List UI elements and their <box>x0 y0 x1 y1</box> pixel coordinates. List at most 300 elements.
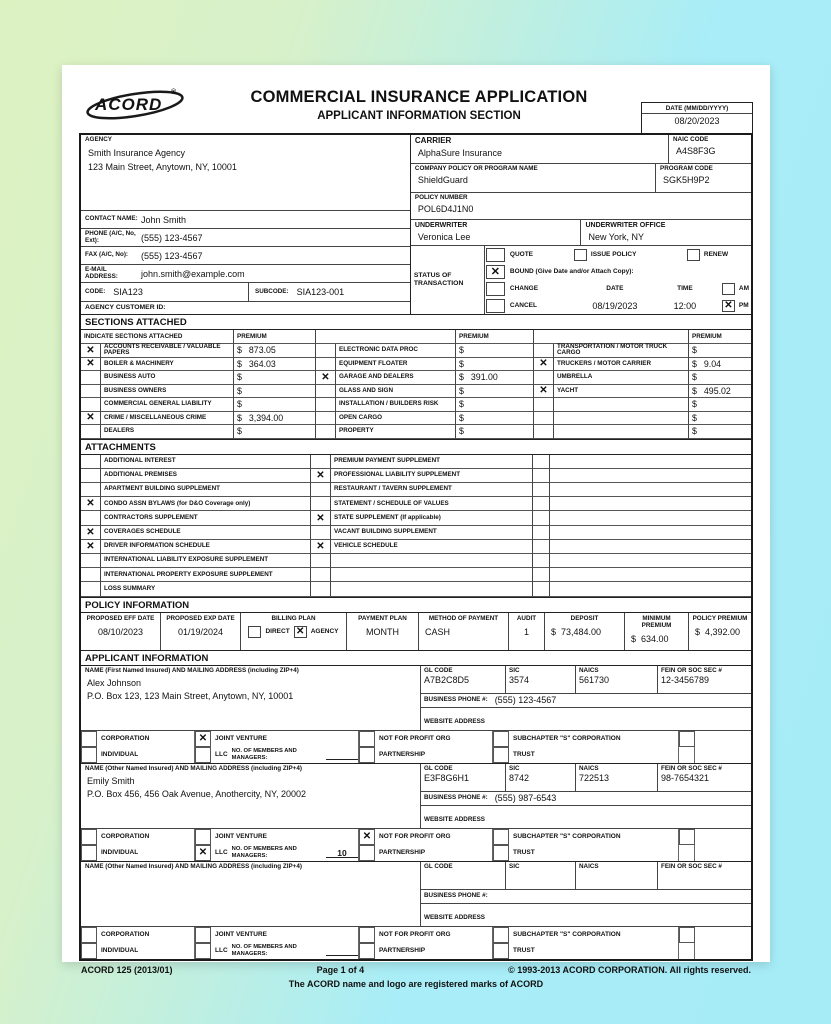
not-for-profit-checkbox[interactable] <box>359 731 375 747</box>
agency-column <box>81 135 411 314</box>
attachment-blank <box>550 469 751 483</box>
code-value[interactable]: SIA123 <box>113 287 143 297</box>
section-checkbox[interactable] <box>81 425 101 439</box>
section-checkbox[interactable] <box>316 398 336 412</box>
llc-checkbox[interactable] <box>195 747 211 763</box>
section-premium[interactable] <box>234 371 316 385</box>
section-premium[interactable] <box>689 412 751 426</box>
business-phone-value[interactable]: (555) 123-4567 <box>494 695 557 706</box>
partnership-checkbox[interactable] <box>359 845 375 861</box>
website-row <box>421 708 751 730</box>
entity-blank <box>695 943 751 959</box>
website-label: WEBSITE ADDRESS <box>424 717 485 725</box>
bound-label: BOUND (Give Date and/or Attach Copy): <box>509 268 634 275</box>
minimum-premium-label: MINIMUM PREMIUM <box>641 614 672 629</box>
attachment-checkbox[interactable] <box>81 568 101 582</box>
bound-time-value[interactable]: 12:00 <box>673 300 697 311</box>
exp-date-label: PROPOSED EXP DATE <box>166 614 235 622</box>
section-label: CRIME / MISCELLANEOUS CRIME <box>101 412 234 426</box>
trust-label: TRUST <box>509 747 679 763</box>
indicate-sections-header: INDICATE SECTIONS ATTACHED <box>81 330 234 344</box>
audit-cell <box>509 613 545 650</box>
premium-value[interactable]: 873.05 <box>248 345 276 356</box>
partnership-label: PARTNERSHIP <box>375 747 493 763</box>
fax-row <box>81 247 410 265</box>
issue-policy-checkbox[interactable] <box>574 249 587 261</box>
section-label <box>554 412 689 426</box>
attachment-checkbox[interactable]: ✕ <box>311 511 331 525</box>
section-premium[interactable] <box>234 358 316 372</box>
sic-label: SIC <box>509 666 520 674</box>
premium-header-2: PREMIUM <box>456 330 534 344</box>
program-code-label: PROGRAM CODE <box>660 165 713 172</box>
exp-date-value[interactable]: 01/19/2024 <box>177 626 224 637</box>
agency-checkbox[interactable]: ✕ <box>294 626 307 638</box>
status-row-change <box>485 280 749 297</box>
premium-header-1: PREMIUM <box>234 330 316 344</box>
sic-cell <box>506 666 576 693</box>
policy-information-title: POLICY INFORMATION <box>81 598 751 613</box>
dollar-sign: $ <box>692 426 697 437</box>
entity-type-grid <box>81 731 751 763</box>
gl-row <box>421 862 751 890</box>
fein-cell <box>658 764 751 791</box>
section-premium[interactable] <box>456 344 534 358</box>
section-checkbox[interactable] <box>316 425 336 439</box>
section-premium[interactable] <box>234 385 316 399</box>
applicant-name[interactable]: Emily Smith <box>87 775 135 786</box>
sections-header-spacer-2 <box>534 330 689 344</box>
attachment-checkbox[interactable] <box>533 511 550 525</box>
premium-value[interactable]: 391.00 <box>470 372 498 383</box>
status-label: STATUS OF TRANSACTION <box>411 246 485 314</box>
llc-checkbox[interactable]: ✕ <box>195 845 211 861</box>
attachment-blank <box>550 526 751 540</box>
section-label <box>554 425 689 439</box>
entity-blank <box>679 845 695 861</box>
section-checkbox[interactable] <box>534 412 554 426</box>
attachment-checkbox[interactable] <box>81 554 101 568</box>
code-row <box>81 283 410 302</box>
attachment-blank <box>550 582 751 596</box>
attachment-blank <box>550 568 751 582</box>
section-premium[interactable] <box>456 398 534 412</box>
acord-logo-text: ACORD <box>95 95 163 114</box>
naics-value[interactable]: 561730 <box>579 674 610 685</box>
section-label: BUSINESS AUTO <box>101 371 234 385</box>
attachment-checkbox[interactable]: ✕ <box>311 540 331 554</box>
naics-cell <box>576 764 658 791</box>
section-checkbox[interactable] <box>534 344 554 358</box>
sic-value[interactable]: 8742 <box>509 772 530 783</box>
members-label: NO. OF MEMBERS AND MANAGERS: <box>231 846 297 859</box>
naic-value[interactable]: A4S8F3G <box>676 145 716 156</box>
section-checkbox[interactable] <box>534 425 554 439</box>
llc-checkbox[interactable] <box>195 943 211 959</box>
direct-label: DIRECT <box>265 628 290 636</box>
section-checkbox[interactable] <box>316 344 336 358</box>
dollar-sign: $ <box>237 412 242 423</box>
dollar-sign: $ <box>692 345 697 356</box>
attachment-label: STATE SUPPLEMENT (If applicable) <box>331 511 533 525</box>
policy-premium-value[interactable] <box>691 627 749 637</box>
joint-venture-checkbox[interactable]: ✕ <box>195 731 211 747</box>
acord-logo <box>79 83 197 133</box>
section-label: PROPERTY <box>336 425 456 439</box>
section-premium[interactable] <box>234 412 316 426</box>
corporation-label: CORPORATION <box>97 927 195 943</box>
llc-label: LLC <box>215 849 228 857</box>
dollar-sign: $ <box>459 385 464 396</box>
individual-checkbox[interactable] <box>81 747 97 763</box>
entity-blank <box>679 943 695 959</box>
direct-checkbox[interactable] <box>248 626 261 638</box>
naic-label: NAIC CODE <box>673 136 709 143</box>
email-label: E-MAIL ADDRESS: <box>85 265 118 280</box>
section-premium[interactable] <box>456 425 534 439</box>
quote-checkbox[interactable] <box>486 248 505 262</box>
section-checkbox[interactable]: ✕ <box>316 371 336 385</box>
attachment-checkbox[interactable]: ✕ <box>81 540 101 554</box>
program-code-value[interactable]: SGK5H9P2 <box>663 174 710 185</box>
section-checkbox[interactable] <box>316 385 336 399</box>
sic-label: SIC <box>509 764 520 772</box>
partnership-checkbox[interactable] <box>359 747 375 763</box>
attachment-checkbox[interactable] <box>311 497 331 511</box>
applicant-top <box>81 764 751 829</box>
members-value[interactable]: 10 <box>326 848 358 858</box>
not-for-profit-checkbox[interactable]: ✕ <box>359 829 375 845</box>
not-for-profit-checkbox[interactable] <box>359 927 375 943</box>
attachment-label: DRIVER INFORMATION SCHEDULE <box>101 540 311 554</box>
section-premium[interactable] <box>234 398 316 412</box>
premium-value[interactable]: 3,394.00 <box>248 412 284 423</box>
attachments-table <box>81 455 751 598</box>
attachment-checkbox[interactable] <box>311 526 331 540</box>
attachment-checkbox[interactable] <box>533 455 550 469</box>
attachment-checkbox[interactable] <box>311 568 331 582</box>
underwriter-office-label: UNDERWRITER OFFICE <box>585 222 666 229</box>
dollar-sign: $ <box>459 358 464 369</box>
form-subtitle: APPLICANT INFORMATION SECTION <box>317 110 521 122</box>
pm-checkbox[interactable]: ✕ <box>722 300 735 312</box>
underwriter-value[interactable]: Veronica Lee <box>417 231 471 242</box>
section-checkbox[interactable] <box>81 371 101 385</box>
individual-checkbox[interactable] <box>81 943 97 959</box>
attachment-checkbox[interactable]: ✕ <box>81 526 101 540</box>
section-checkbox[interactable]: ✕ <box>81 412 101 426</box>
trust-checkbox[interactable] <box>493 943 509 959</box>
deposit-value[interactable] <box>547 627 622 637</box>
method-of-payment-value[interactable]: CASH <box>425 626 451 637</box>
carrier-cell <box>411 135 669 163</box>
fax-value[interactable]: (555) 123-4567 <box>141 250 203 261</box>
section-premium[interactable] <box>456 358 534 372</box>
llc-cell <box>211 747 359 763</box>
sub-s-label: SUBCHAPTER "S" CORPORATION <box>509 829 679 845</box>
attachment-checkbox[interactable] <box>81 455 101 469</box>
policy-information-table <box>81 613 751 651</box>
sub-s-checkbox[interactable] <box>493 731 509 747</box>
renew-checkbox[interactable] <box>687 249 700 261</box>
entity-blank <box>679 747 695 763</box>
section-premium[interactable] <box>689 398 751 412</box>
fein-value[interactable]: 12-3456789 <box>661 674 710 685</box>
members-value[interactable] <box>326 946 358 956</box>
sic-label: SIC <box>509 862 520 870</box>
applicant-name[interactable]: Alex Johnson <box>87 677 142 688</box>
entity-blank <box>695 927 751 943</box>
business-phone-label: BUSINESS PHONE #: <box>424 695 488 703</box>
corporation-checkbox[interactable] <box>81 927 97 943</box>
eff-date-cell <box>81 613 161 650</box>
section-checkbox[interactable]: ✕ <box>534 385 554 399</box>
attachment-blank <box>550 455 751 469</box>
section-checkbox[interactable] <box>534 371 554 385</box>
attachment-checkbox[interactable]: ✕ <box>81 497 101 511</box>
section-label: DEALERS <box>101 425 234 439</box>
sic-value[interactable]: 3574 <box>509 674 530 685</box>
carrier-column <box>411 135 751 314</box>
attachment-checkbox[interactable] <box>533 568 550 582</box>
program-name-value[interactable]: ShieldGuard <box>417 174 468 185</box>
sections-attached-title: SECTIONS ATTACHED <box>81 315 751 330</box>
section-checkbox[interactable]: ✕ <box>534 358 554 372</box>
section-label: ACCOUNTS RECEIVABLE / VALUABLE PAPERS <box>101 344 234 358</box>
change-checkbox[interactable] <box>486 282 505 296</box>
sic-cell <box>506 764 576 791</box>
trust-checkbox[interactable] <box>493 747 509 763</box>
section-label: YACHT <box>554 385 689 399</box>
section-checkbox[interactable] <box>534 398 554 412</box>
gl-code-value[interactable]: A7B2C8D5 <box>424 674 470 685</box>
attachment-checkbox[interactable] <box>533 469 550 483</box>
individual-checkbox[interactable] <box>81 845 97 861</box>
fax-label: FAX (A/C, No): <box>85 251 129 259</box>
program-name-label: COMPANY POLICY OR PROGRAM NAME <box>414 165 538 172</box>
extra-checkbox[interactable] <box>679 927 695 943</box>
partnership-label: PARTNERSHIP <box>375 943 493 959</box>
cancel-label: CANCEL <box>509 302 537 309</box>
section-premium[interactable] <box>234 344 316 358</box>
form-body <box>79 133 753 961</box>
gl-code-cell <box>421 764 506 791</box>
change-label: CHANGE <box>509 285 539 292</box>
attachment-checkbox[interactable] <box>533 554 550 568</box>
date-value[interactable]: 08/20/2023 <box>674 116 720 126</box>
subcode-cell <box>249 283 410 301</box>
am-checkbox[interactable] <box>722 283 735 295</box>
entity-type-grid <box>81 829 751 861</box>
attachment-label: COVERAGES SCHEDULE <box>101 526 311 540</box>
naics-value[interactable]: 722513 <box>579 772 610 783</box>
attachment-blank <box>550 540 751 554</box>
premium-value[interactable]: 9.04 <box>703 358 722 369</box>
dollar-sign: $ <box>692 399 697 410</box>
issue-policy-label: ISSUE POLICY <box>590 251 637 258</box>
deposit-amount[interactable]: 73,484.00 <box>561 626 602 637</box>
sub-s-checkbox[interactable] <box>493 927 509 943</box>
section-checkbox[interactable]: ✕ <box>81 358 101 372</box>
gl-code-cell <box>421 666 506 693</box>
applicant-codes <box>421 862 751 926</box>
minimum-premium-value[interactable] <box>627 634 686 644</box>
minimum-premium-amount[interactable]: 634.00 <box>641 634 669 645</box>
section-label: BOILER & MACHINERY <box>101 358 234 372</box>
attachment-blank <box>550 483 751 497</box>
policy-number-value[interactable]: POL6D4J1N0 <box>417 203 474 214</box>
policy-number-label: POLICY NUMBER <box>414 194 468 201</box>
footer-page-number: Page 1 of 4 <box>316 964 365 975</box>
applicant-block-2 <box>81 764 751 862</box>
attachment-checkbox[interactable] <box>533 497 550 511</box>
contact-name-row <box>81 211 410 229</box>
code-label: CODE: <box>85 287 106 295</box>
subcode-value[interactable]: SIA123-001 <box>296 287 345 297</box>
agency-billing-label: AGENCY <box>310 628 339 636</box>
section-premium[interactable] <box>234 425 316 439</box>
attachment-checkbox[interactable] <box>81 511 101 525</box>
attachment-label <box>331 582 533 596</box>
not-for-profit-label: NOT FOR PROFIT ORG <box>375 829 493 845</box>
section-label: COMMERCIAL GENERAL LIABILITY <box>101 398 234 412</box>
extra-checkbox[interactable] <box>679 731 695 747</box>
attachment-checkbox[interactable] <box>81 582 101 596</box>
section-checkbox[interactable] <box>316 412 336 426</box>
premium-value[interactable]: 364.03 <box>248 358 276 369</box>
eff-date-value[interactable]: 08/10/2023 <box>97 626 144 637</box>
carrier-label: CARRIER <box>414 136 452 145</box>
section-premium[interactable] <box>689 385 751 399</box>
agency-cell <box>81 135 410 211</box>
section-premium[interactable] <box>689 371 751 385</box>
agency-name[interactable]: Smith Insurance Agency <box>88 147 186 158</box>
fein-label: FEIN OR SOC SEC # <box>661 666 722 674</box>
attachments-title: ATTACHMENTS <box>81 440 751 455</box>
payment-plan-value[interactable]: MONTH <box>366 626 399 637</box>
section-premium[interactable] <box>456 371 534 385</box>
applicant-codes <box>421 764 751 828</box>
audit-value[interactable]: 1 <box>523 626 529 637</box>
naics-label: NAICS <box>579 666 599 674</box>
attachment-label: INTERNATIONAL PROPERTY EXPOSURE SUPPLEMENT <box>101 568 311 582</box>
corporation-checkbox[interactable] <box>81 731 97 747</box>
trust-checkbox[interactable] <box>493 845 509 861</box>
attachment-label: CONTRACTORS SUPPLEMENT <box>101 511 311 525</box>
extra-checkbox[interactable] <box>679 829 695 845</box>
dollar-sign: $ <box>237 399 242 410</box>
dollar-sign: $ <box>551 626 557 637</box>
attachment-checkbox[interactable] <box>533 526 550 540</box>
cancel-checkbox[interactable] <box>486 299 505 313</box>
attachment-checkbox[interactable] <box>81 469 101 483</box>
eff-date-label: PROPOSED EFF DATE <box>86 614 155 622</box>
dollar-sign: $ <box>459 345 464 356</box>
premium-value[interactable]: 495.02 <box>703 385 731 396</box>
carrier-name[interactable]: AlphaSure Insurance <box>417 147 502 158</box>
gl-code-value[interactable]: E3F8G6H1 <box>424 772 470 783</box>
section-premium[interactable] <box>689 425 751 439</box>
section-checkbox[interactable] <box>81 385 101 399</box>
phone-value[interactable]: (555) 123-4567 <box>141 232 203 243</box>
section-checkbox[interactable]: ✕ <box>81 344 101 358</box>
am-label: AM <box>738 285 749 292</box>
business-phone-label: BUSINESS PHONE #: <box>424 793 488 801</box>
deposit-cell <box>545 613 625 650</box>
applicant-address[interactable]: P.O. Box 456, 456 Oak Avenue, Anothercity, NY, 20002 <box>87 788 306 799</box>
section-checkbox[interactable] <box>316 358 336 372</box>
corporation-checkbox[interactable] <box>81 829 97 845</box>
attachment-checkbox[interactable] <box>533 582 550 596</box>
section-label: ELECTRONIC DATA PROC <box>336 344 456 358</box>
members-value[interactable] <box>326 750 358 760</box>
contact-name-value[interactable]: John Smith <box>141 214 187 225</box>
applicant-address[interactable]: P.O. Box 123, 123 Main Street, Anytown, NY, 10001 <box>87 690 294 701</box>
entity-blank <box>695 829 751 845</box>
business-phone-row <box>421 890 751 904</box>
attachment-checkbox[interactable] <box>311 554 331 568</box>
applicant-name-cell <box>81 764 421 828</box>
attachment-label <box>331 554 533 568</box>
sub-s-label: SUBCHAPTER "S" CORPORATION <box>509 731 679 747</box>
applicant-name-label: NAME (Other Named Insured) AND MAILING ADDRESS (including ZIP+4) <box>85 764 302 772</box>
section-checkbox[interactable] <box>81 398 101 412</box>
section-premium[interactable] <box>456 385 534 399</box>
naic-cell <box>669 135 751 163</box>
attachment-checkbox[interactable]: ✕ <box>311 469 331 483</box>
llc-label: LLC <box>215 751 228 759</box>
joint-venture-checkbox[interactable] <box>195 829 211 845</box>
fein-value[interactable]: 98-7654321 <box>661 772 710 783</box>
attachment-checkbox[interactable] <box>311 455 331 469</box>
business-phone-value[interactable]: (555) 987-6543 <box>494 793 557 804</box>
section-label: OPEN CARGO <box>336 412 456 426</box>
attachment-label: PREMIUM PAYMENT SUPPLEMENT <box>331 455 533 469</box>
attachment-checkbox[interactable] <box>311 483 331 497</box>
website-label: WEBSITE ADDRESS <box>424 913 485 921</box>
fein-label: FEIN OR SOC SEC # <box>661 862 722 870</box>
agency-address[interactable]: 123 Main Street, Anytown, NY, 10001 <box>88 161 237 172</box>
sub-s-checkbox[interactable] <box>493 829 509 845</box>
carrier-row <box>411 135 751 164</box>
status-options <box>485 246 751 314</box>
form-title: COMMERCIAL INSURANCE APPLICATION <box>250 88 588 106</box>
joint-venture-checkbox[interactable] <box>195 927 211 943</box>
website-label: WEBSITE ADDRESS <box>424 815 485 823</box>
section-premium[interactable] <box>689 358 751 372</box>
naics-cell <box>576 666 658 693</box>
policy-premium-amount[interactable]: 4,392.00 <box>705 626 741 637</box>
bound-checkbox[interactable]: ✕ <box>486 265 505 279</box>
applicant-top <box>81 666 751 731</box>
exp-date-cell <box>161 613 241 650</box>
agency-carrier-table <box>81 135 751 315</box>
attachment-checkbox[interactable] <box>533 540 550 554</box>
attachment-checkbox[interactable] <box>311 582 331 596</box>
bound-date-value[interactable]: 08/19/2023 <box>592 300 638 311</box>
section-premium[interactable] <box>456 412 534 426</box>
form-header <box>79 83 753 133</box>
attachment-checkbox[interactable] <box>81 483 101 497</box>
individual-label: INDIVIDUAL <box>97 845 195 861</box>
underwriter-cell <box>411 220 582 245</box>
underwriter-office-value[interactable]: New York, NY <box>588 231 644 242</box>
attachment-checkbox[interactable] <box>533 483 550 497</box>
email-value[interactable]: john.smith@example.com <box>141 268 245 279</box>
section-premium[interactable] <box>689 344 751 358</box>
partnership-checkbox[interactable] <box>359 943 375 959</box>
pm-label: PM <box>738 302 749 309</box>
